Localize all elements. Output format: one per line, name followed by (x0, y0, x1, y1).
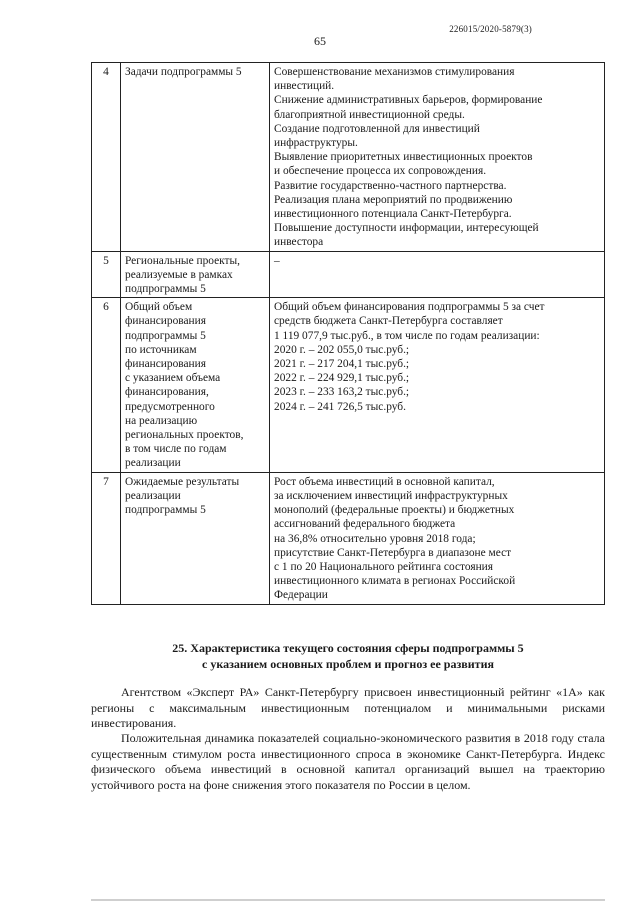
row-label-line: реализуемые в рамках (125, 268, 233, 281)
row-value-line: ассигнований федерального бюджета (274, 518, 456, 531)
row-label-line: финансирования (125, 315, 206, 328)
section-title-line: с указанием основных проблем и прогноз ее развития (202, 657, 494, 671)
row-value-line: средств бюджета Санкт-Петербурга составляет (274, 315, 503, 328)
row-number: 7 (92, 472, 121, 604)
row-value-line: Развитие государственно-частного партнерства. (274, 179, 507, 192)
row-value-line: и обеспечение процесса их сопровождения. (274, 165, 487, 178)
row-value-line: монополий (федеральные проекты) и бюджетных (274, 504, 515, 517)
row-value-line: Реализация плана мероприятий по продвижению (274, 193, 513, 206)
row-label-line: реализации (125, 457, 181, 470)
row-label-line: по источникам (125, 343, 197, 356)
table-body (92, 63, 605, 605)
row-value (270, 251, 605, 298)
row-label-line: с указанием объема (125, 372, 221, 385)
row-value-line: 2020 г. – 202 055,0 тыс.руб.; (274, 343, 410, 356)
table-row (92, 251, 605, 298)
row-value-line: присутствие Санкт-Петербурга в диапазоне мест (274, 546, 512, 559)
row-value-line: благоприятной инвестиционной среды. (274, 108, 465, 121)
page-number: 65 (314, 34, 326, 48)
row-value-line: Снижение административных барьеров, формирование (274, 94, 543, 107)
row-label-line: региональных проектов, (125, 429, 244, 442)
row-label-line: предусмотренного (125, 400, 215, 413)
row-label-line: Общий объем (125, 301, 193, 314)
row-label-line: финансирования (125, 358, 206, 371)
row-value (270, 472, 605, 604)
row-label (121, 298, 270, 472)
row-label (121, 472, 270, 604)
row-number: 6 (92, 298, 121, 472)
footer-scan-artifact (91, 899, 605, 901)
row-value-line: на 36,8% относительно уровня 2018 года; (274, 532, 476, 545)
row-value-line: Общий объем финансирования подпрограммы 5 за счет (274, 301, 545, 314)
row-label (121, 63, 270, 252)
paragraph-dynamics: Положительная динамика показателей социально-экономического развития в 2018 году стала существенным стимулом роста инвестиционного спроса в экономике Санкт-Петербурга. Индекс физического объема инвестиций в основной капитал организаций вышел на траекторию устойчивого роста на фоне снижения этого показателя по России в целом. (91, 731, 605, 792)
row-value-line: – (274, 254, 280, 267)
document-id: 226015/2020-5879(3) (449, 24, 532, 34)
section-title-line: 25. Характеристика текущего состояния сферы подпрограммы 5 (172, 641, 524, 655)
row-value-line: за исключением инвестиций инфраструктурных (274, 489, 508, 502)
row-label-line: на реализацию (125, 414, 198, 427)
row-label-line: подпрограммы 5 (125, 504, 206, 517)
row-label-line: подпрограммы 5 (125, 329, 206, 342)
table-row (92, 63, 605, 252)
row-value-line: Создание подготовленной для инвестиций (274, 122, 480, 135)
row-number: 4 (92, 63, 121, 252)
row-value-line: 2021 г. – 217 204,1 тыс.руб.; (274, 358, 410, 371)
row-label-line: Задачи подпрограммы 5 (125, 66, 242, 78)
row-number: 5 (92, 251, 121, 298)
table-row (92, 472, 605, 604)
row-value-line: инвестиционного климата в регионах Российской (274, 575, 516, 588)
row-value-line: 2022 г. – 224 929,1 тыс.руб.; (274, 372, 410, 385)
row-value-line: Выявление приоритетных инвестиционных проектов (274, 151, 533, 164)
row-value (270, 298, 605, 472)
row-value-line: инфраструктуры. (274, 137, 358, 150)
row-value-line: 2023 г. – 233 163,2 тыс.руб.; (274, 386, 410, 399)
row-value (270, 63, 605, 252)
row-label-line: подпрограммы 5 (125, 283, 206, 296)
row-value-line: инвестора (274, 236, 324, 249)
subprogram-passport-table (91, 62, 605, 605)
row-value-line: Рост объема инвестиций в основной капитал, (274, 475, 495, 488)
row-label-line: реализации (125, 489, 181, 502)
section-title (91, 640, 605, 672)
row-value-line: Федерации (274, 589, 328, 602)
row-label-line: Региональные проекты, (125, 254, 241, 267)
row-value-line: Повышение доступности информации, интересующей (274, 222, 539, 235)
table-row (92, 298, 605, 472)
row-value-line: инвестиций. (274, 80, 335, 93)
row-label-line: финансирования, (125, 386, 209, 399)
row-value-line: Совершенствование механизмов стимулирования (274, 66, 515, 78)
row-value-line: 2024 г. – 241 726,5 тыс.руб. (274, 400, 406, 413)
row-label-line: Ожидаемые результаты (125, 475, 240, 488)
row-value-line: с 1 по 20 Национального рейтинга состояния (274, 560, 494, 573)
row-label-line: в том числе по годам (125, 443, 227, 456)
row-label (121, 251, 270, 298)
row-value-line: инвестиционного потенциала Санкт-Петербурга. (274, 208, 512, 221)
row-value-line: 1 119 077,9 тыс.руб., в том числе по годам реализации: (274, 329, 540, 342)
paragraph-rating: Агентством «Эксперт РА» Санкт-Петербургу присвоен инвестиционный рейтинг «1А» как регионы с максимальным инвестиционным потенциалом и минимальными рисками инвестирования. (91, 685, 605, 730)
